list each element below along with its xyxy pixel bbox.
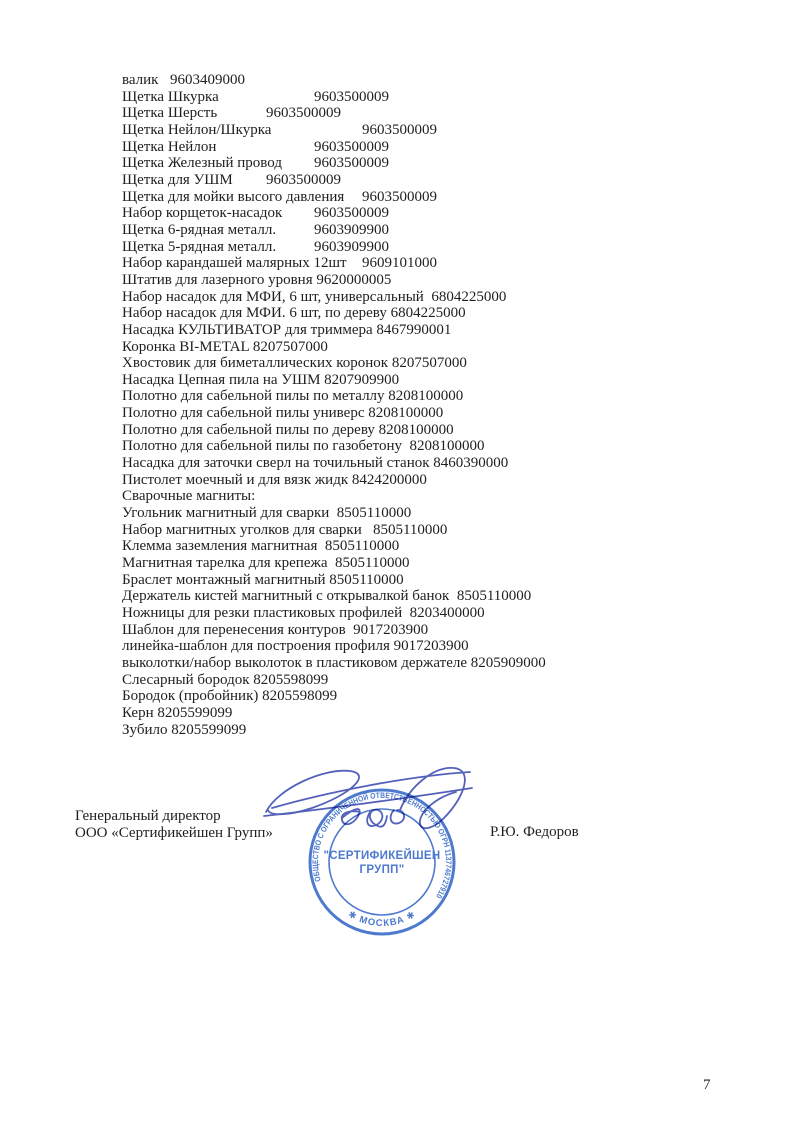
product-line: Держатель кистей магнитный с открывалкой банок 8505110000 — [122, 588, 532, 605]
product-line: Набор магнитных уголков для сварки 8505110000 — [122, 521, 448, 538]
page-number: 7 — [703, 1077, 711, 1093]
product-line: Слесарный бородок 8205598099 — [122, 671, 329, 688]
product-line: валик 9603409000 — [122, 72, 245, 88]
product-line: Щетка для УШМ 9603500009 — [122, 171, 341, 188]
product-line: Магнитная тарелка для крепежа 8505110000 — [122, 555, 410, 572]
product-line: Щетка 6-рядная металл. 9603909900 — [122, 221, 389, 238]
signer-title-line2: ООО «Сертификейшен Групп» — [75, 824, 273, 841]
product-line: Полотно для сабельной пилы универс 8208100000 — [122, 405, 444, 422]
signature-stroke-letter-d — [367, 810, 387, 827]
signer-name: Р.Ю. Федоров — [490, 824, 579, 840]
product-line: Щетка 5-рядная металл. 9603909900 — [122, 238, 389, 255]
stamp-city-text: ✱ МОСКВА ✱ — [346, 909, 418, 930]
product-line: Керн 8205599099 — [122, 704, 233, 721]
product-line: Шаблон для перенесения контуров 9017203900 — [122, 621, 429, 638]
product-code-list — [122, 72, 546, 738]
stamp-center-line2: ГРУПП" — [359, 864, 405, 876]
product-line: Угольник магнитный для сварки 8505110000 — [122, 505, 412, 522]
product-line: Хвостовик для биметаллических коронок 8207507000 — [122, 355, 467, 372]
product-line: линейка-шаблон для построения профиля 9017203900 — [122, 638, 469, 655]
product-line: Набор насадок для МФИ, 6 шт, универсальный 6804225000 — [122, 288, 507, 305]
product-line: Бородок (пробойник) 8205598099 — [122, 688, 338, 705]
handwritten-signature — [258, 758, 495, 860]
signature-stroke-letter-e — [342, 809, 360, 824]
product-line: Зубило 8205599099 — [122, 721, 247, 738]
product-line: Штатив для лазерного уровня 9620000005 — [122, 271, 392, 288]
product-line: Коронка BI-METAL 8207507000 — [122, 338, 328, 355]
stamp-center-line1: "СЕРТИФИКЕЙШЕН — [323, 850, 441, 862]
product-line: Щетка для мойки высого давления 9603500009 — [122, 188, 437, 205]
product-line: Щетка Шкурка 9603500009 — [122, 88, 389, 105]
product-line: Насадка для заточки сверл на точильный станок 8460390000 — [122, 455, 509, 472]
product-line: Набор карандашей малярных 12шт 9609101000 — [122, 255, 437, 272]
product-line: Набор корщеток-насадок 9603500009 — [122, 205, 389, 222]
product-line: Браслет монтажный магнитный 8505110000 — [122, 571, 404, 588]
signature-stroke-left-loop — [266, 771, 359, 815]
product-line: Щетка Нейлон/Шкурка 9603500009 — [122, 121, 437, 138]
signer-title-block — [75, 808, 273, 842]
product-line: выколотки/набор выколоток в пластиковом держателе 8205909000 — [122, 654, 546, 671]
product-line: Полотно для сабельной пилы по дереву 8208100000 — [122, 421, 454, 438]
product-line: Ножницы для резки пластиковых профилей 8203400000 — [122, 605, 485, 621]
product-line: Полотно для сабельной пилы по газобетону 8208100000 — [122, 438, 485, 455]
product-line: Набор насадок для МФИ. 6 шт, по дереву 6804225000 — [122, 305, 466, 322]
product-line: Щетка Железный провод 9603500009 — [122, 155, 389, 172]
signature-stroke-letter-o — [391, 810, 405, 824]
product-line: Щетка Нейлон 9603500009 — [122, 138, 389, 155]
product-line: Пистолет моечный и для вязк жидк 8424200000 — [122, 471, 427, 488]
product-line: Насадка Цепная пила на УШМ 8207909900 — [122, 371, 400, 388]
product-line: Щетка Шерсть 9603500009 — [122, 105, 341, 122]
stamp-ring-text: ОБЩЕСТВО С ОГРАНИЧЕННОЙ ОТВЕТСТВЕННОСТЬЮ ОГРН 1137746727910 — [310, 790, 454, 901]
product-line: Насадка КУЛЬТИВАТОР для триммера 8467990001 — [122, 321, 452, 338]
product-line: Полотно для сабельной пилы по металлу 8208100000 — [122, 388, 464, 405]
product-line: Клемма заземления магнитная 8505110000 — [122, 538, 400, 555]
signer-title-line1: Генеральный директор — [75, 808, 221, 824]
product-line: Сварочные магниты: — [122, 488, 256, 505]
